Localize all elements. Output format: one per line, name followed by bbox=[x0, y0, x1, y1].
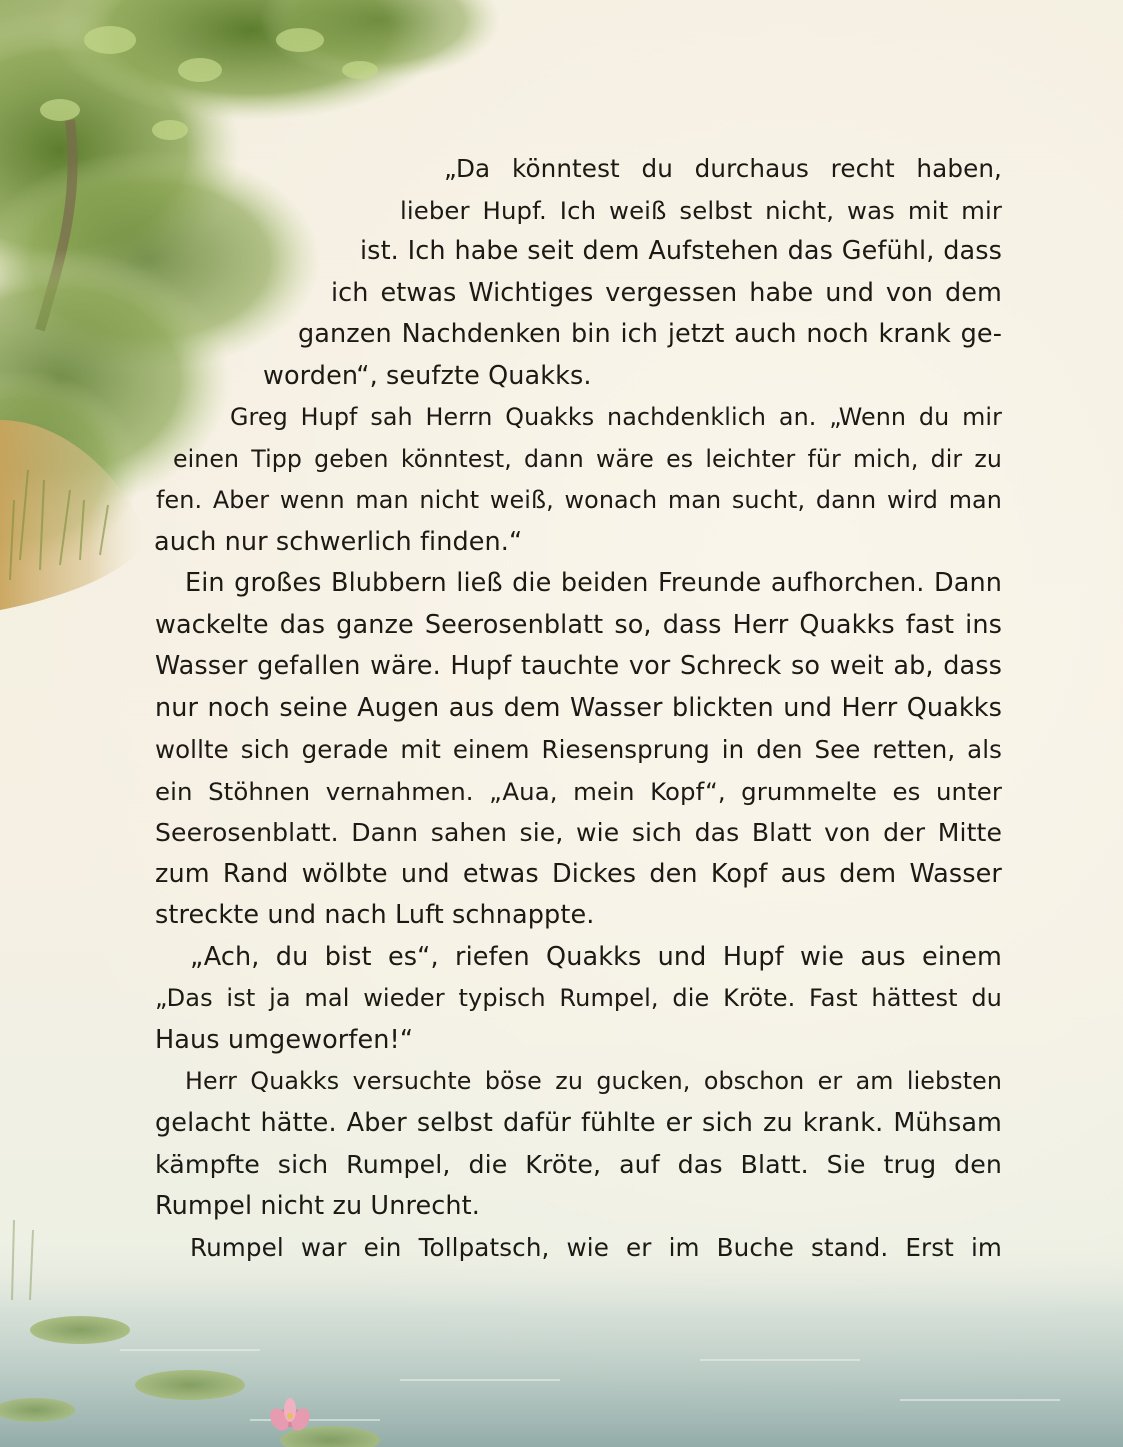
text-line: Herr Quakks versuchte böse zu gucken, obschon er am liebsten bbox=[185, 1067, 1002, 1095]
text-line: „Da könntest du durchaus recht haben, bbox=[444, 154, 1002, 183]
text-line: auch nur schwerlich finden.“ bbox=[154, 527, 523, 557]
text-line: Seerosenblatt. Dann sahen sie, wie sich das Blatt von der Mitte bbox=[155, 818, 1002, 847]
text-line: ein Stöhnen vernahmen. „Aua, mein Kopf“, grummelte es unter bbox=[155, 777, 1002, 806]
text-line: lieber Hupf. Ich weiß selbst nicht, was mit mir bbox=[400, 196, 1002, 225]
text-line: zum Rand wölbte und etwas Dickes den Kopf aus dem Wasser bbox=[155, 859, 1002, 889]
text-line: Haus umgeworfen!“ bbox=[155, 1025, 414, 1055]
text-line: „Das ist ja mal wieder typisch Rumpel, die Kröte. Fast hättest du bbox=[155, 984, 1002, 1012]
text-line: wackelte das ganze Seerosenblatt so, dass Herr Quakks fast ins bbox=[155, 610, 1002, 640]
text-line: worden“, seufzte Quakks. bbox=[263, 361, 592, 391]
text-line: Rumpel war ein Tollpatsch, wie er im Buche stand. Erst im bbox=[190, 1233, 1002, 1262]
text-line: Ein großes Blubbern ließ die beiden Freunde aufhorchen. Dann bbox=[185, 568, 1002, 598]
text-line: kämpfte sich Rumpel, die Kröte, auf das Blatt. Sie trug den bbox=[155, 1150, 1002, 1179]
text-line: nur noch seine Augen aus dem Wasser blickten und Herr Quakks bbox=[155, 693, 1002, 723]
text-line: ganzen Nachdenken bin ich jetzt auch noch krank ge- bbox=[298, 319, 1002, 349]
text-line: Greg Hupf sah Herrn Quakks nachdenklich an. „Wenn du mir bbox=[230, 403, 1002, 431]
text-line: „Ach, du bist es“, riefen Quakks und Hupf wie aus einem bbox=[190, 942, 1002, 972]
text-line: fen. Aber wenn man nicht weiß, wonach man sucht, dann wird man bbox=[156, 486, 1002, 514]
text-line: einen Tipp geben könntest, dann wäre es leichter für mich, dir zu bbox=[173, 445, 1002, 473]
text-line: streckte und nach Luft schnappte. bbox=[155, 900, 595, 930]
text-line: ist. Ich habe seit dem Aufstehen das Gefühl, dass bbox=[360, 236, 1002, 266]
text-line: gelacht hätte. Aber selbst dafür fühlte er sich zu krank. Mühsam bbox=[155, 1108, 1002, 1138]
text-line: wollte sich gerade mit einem Riesensprung in den See retten, als bbox=[155, 735, 1002, 764]
text-line: Wasser gefallen wäre. Hupf tauchte vor Schreck so weit ab, dass bbox=[155, 651, 1002, 681]
text-line: ich etwas Wichtiges vergessen habe und von dem bbox=[331, 278, 1002, 308]
text-line: Rumpel nicht zu Unrecht. bbox=[155, 1191, 480, 1221]
